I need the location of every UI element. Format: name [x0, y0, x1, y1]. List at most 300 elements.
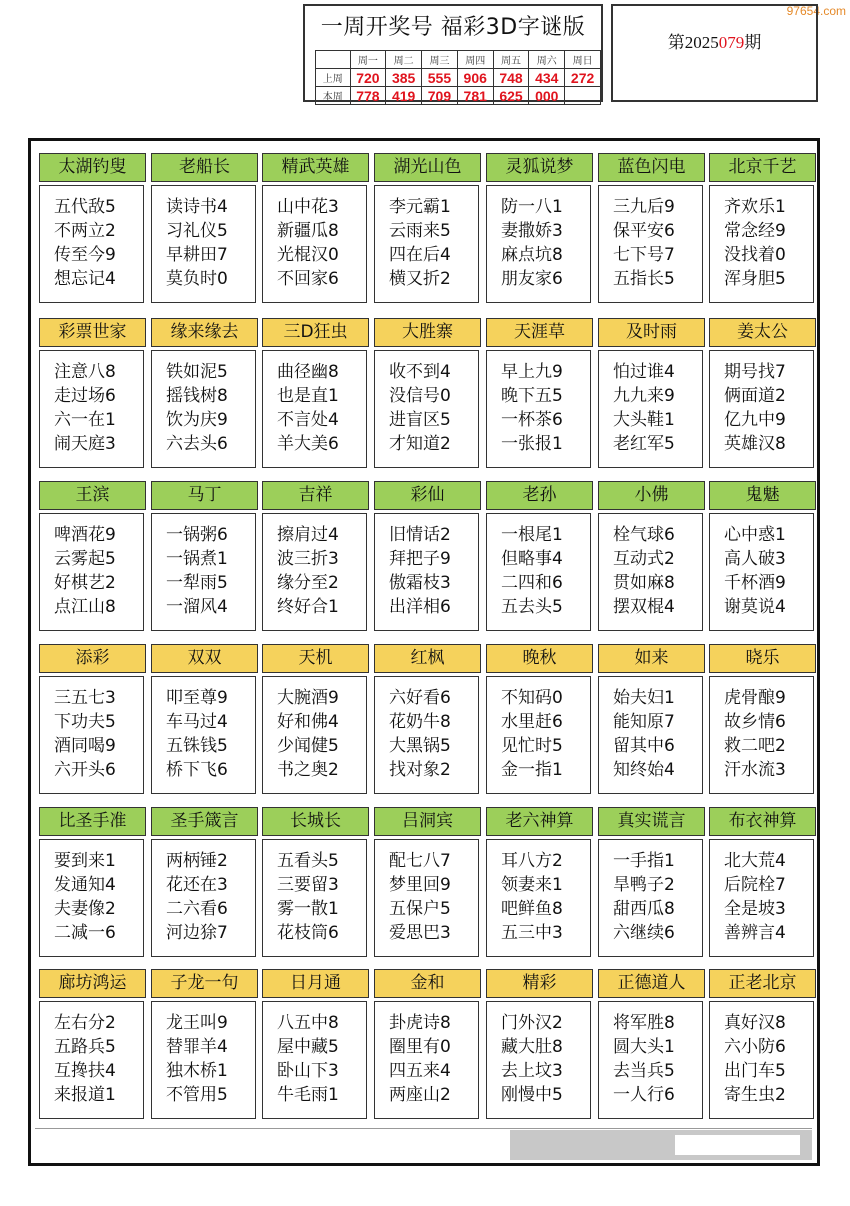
riddle-lines — [486, 1001, 591, 1119]
riddle-line: 羊大美6 — [277, 434, 339, 454]
author-name: 双双 — [151, 644, 258, 673]
riddle-cell — [598, 481, 705, 631]
draw-number: 555 — [422, 69, 458, 87]
riddle-line: 老红军5 — [613, 434, 675, 454]
riddle-cell — [151, 153, 258, 303]
riddle-line: 叩至尊9 — [166, 688, 228, 708]
riddle-lines — [374, 185, 479, 303]
riddle-cell — [598, 318, 705, 468]
riddle-line: 点江山8 — [54, 597, 116, 617]
riddle-lines — [262, 350, 367, 468]
author-name: 正德道人 — [598, 969, 705, 998]
riddle-line: 山中花3 — [277, 197, 339, 217]
author-name: 缘来缘去 — [151, 318, 258, 347]
author-name: 湖光山色 — [374, 153, 481, 182]
riddle-lines — [39, 839, 144, 957]
riddle-lines — [709, 350, 814, 468]
riddle-line: 故乡情6 — [724, 712, 786, 732]
author-name: 晓乐 — [709, 644, 816, 673]
day-header: 周二 — [386, 51, 422, 69]
riddle-line: 莫负时0 — [166, 269, 228, 289]
riddle-line: 出洋相6 — [389, 597, 451, 617]
author-name: 添彩 — [39, 644, 146, 673]
riddle-line: 耳八方2 — [501, 851, 563, 871]
riddle-line: 桥下飞6 — [166, 760, 228, 780]
riddle-line: 九九来9 — [613, 386, 675, 406]
riddle-line: 牛毛雨1 — [277, 1085, 339, 1105]
weekly-results-panel — [303, 4, 603, 102]
draw-number: 720 — [350, 69, 386, 87]
riddle-line: 配七八7 — [389, 851, 451, 871]
riddle-cell — [262, 481, 369, 631]
author-name: 老船长 — [151, 153, 258, 182]
riddle-line: 五看头5 — [277, 851, 339, 871]
author-name: 如来 — [598, 644, 705, 673]
riddle-line: 见忙时5 — [501, 736, 563, 756]
riddle-line: 梦里回9 — [389, 875, 451, 895]
day-header: 周五 — [493, 51, 529, 69]
riddle-line: 一手指1 — [613, 851, 675, 871]
draw-number: 000 — [529, 87, 565, 105]
author-name: 小佛 — [598, 481, 705, 510]
riddle-line: 光棍汉0 — [277, 245, 339, 265]
draw-number: 781 — [457, 87, 493, 105]
riddle-line: 也是直1 — [277, 386, 339, 406]
riddle-lines — [151, 185, 256, 303]
author-name: 吉祥 — [262, 481, 369, 510]
author-name: 长城长 — [262, 807, 369, 836]
riddle-line: 英雄汉8 — [724, 434, 786, 454]
riddle-cell — [486, 153, 593, 303]
riddle-line: 擦肩过4 — [277, 525, 339, 545]
riddle-line: 高人破3 — [724, 549, 786, 569]
riddle-line: 走过场6 — [54, 386, 116, 406]
riddle-line: 注意八8 — [54, 362, 116, 382]
riddle-line: 花枝筒6 — [277, 923, 339, 943]
riddle-lines — [598, 185, 703, 303]
riddle-line: 门外汉2 — [501, 1013, 563, 1033]
riddle-line: 读诗书4 — [166, 197, 228, 217]
riddle-line: 一人行6 — [613, 1085, 675, 1105]
riddle-line: 能知原7 — [613, 712, 675, 732]
riddle-lines — [39, 676, 144, 794]
riddle-lines — [39, 513, 144, 631]
riddle-line: 夫妻像2 — [54, 899, 116, 919]
riddle-line: 想忘记4 — [54, 269, 116, 289]
author-name: 太湖钓叟 — [39, 153, 146, 182]
riddle-cell — [486, 481, 593, 631]
riddle-line: 河边狳7 — [166, 923, 228, 943]
riddle-cell — [262, 153, 369, 303]
riddle-line: 互搀扶4 — [54, 1061, 116, 1081]
riddle-lines — [374, 1001, 479, 1119]
riddle-cell — [151, 318, 258, 468]
draw-number: 906 — [457, 69, 493, 87]
riddle-line: 习礼仪5 — [166, 221, 228, 241]
riddle-cell — [709, 644, 816, 794]
riddle-line: 救二吧2 — [724, 736, 786, 756]
riddle-line: 七下号7 — [613, 245, 675, 265]
row-label: 上周 — [316, 69, 351, 87]
riddle-line: 独木桥1 — [166, 1061, 228, 1081]
riddle-line: 摇钱树8 — [166, 386, 228, 406]
author-name: 日月通 — [262, 969, 369, 998]
author-name: 比圣手准 — [39, 807, 146, 836]
riddle-line: 始夫妇1 — [613, 688, 675, 708]
draw-number: 385 — [386, 69, 422, 87]
riddle-line: 收不到4 — [389, 362, 451, 382]
riddle-line: 一锅粥6 — [166, 525, 228, 545]
riddle-line: 保平安6 — [613, 221, 675, 241]
riddle-cell — [709, 807, 816, 957]
riddle-line: 栓气球6 — [613, 525, 675, 545]
author-name: 精武英雄 — [262, 153, 369, 182]
riddle-cell — [39, 153, 146, 303]
author-name: 彩仙 — [374, 481, 481, 510]
riddle-line: 要到来1 — [54, 851, 116, 871]
riddle-line: 六继续6 — [613, 923, 675, 943]
riddle-line: 北大荒4 — [724, 851, 786, 871]
riddle-lines — [39, 1001, 144, 1119]
corner-cell — [316, 51, 351, 69]
riddle-line: 麻点坑8 — [501, 245, 563, 265]
author-name: 蓝色闪电 — [598, 153, 705, 182]
riddle-line: 全是坡3 — [724, 899, 786, 919]
riddle-cell — [151, 969, 258, 1119]
riddle-line: 好棋艺2 — [54, 573, 116, 593]
day-header: 周一 — [350, 51, 386, 69]
draw-number: 625 — [493, 87, 529, 105]
riddle-line: 千杯酒9 — [724, 573, 786, 593]
riddle-line: 大头鞋1 — [613, 410, 675, 430]
author-name: 及时雨 — [598, 318, 705, 347]
riddle-cell — [486, 644, 593, 794]
riddle-cell — [151, 807, 258, 957]
riddle-line: 好和佛4 — [277, 712, 339, 732]
riddle-cell — [486, 969, 593, 1119]
riddle-cell — [39, 481, 146, 631]
draw-number: 778 — [350, 87, 386, 105]
riddle-lines — [709, 1001, 814, 1119]
weekly-results-table — [315, 50, 601, 105]
riddle-lines — [486, 350, 591, 468]
row-label: 本周 — [316, 87, 351, 105]
riddle-line: 水里赶6 — [501, 712, 563, 732]
riddle-line: 圈里有0 — [389, 1037, 451, 1057]
riddle-line: 藏大肚8 — [501, 1037, 563, 1057]
riddle-cell — [374, 153, 481, 303]
riddle-line: 闹天庭3 — [54, 434, 116, 454]
riddle-lines — [262, 513, 367, 631]
riddle-line: 来报道1 — [54, 1085, 116, 1105]
riddle-line: 传至今9 — [54, 245, 116, 265]
riddle-line: 书之奥2 — [277, 760, 339, 780]
riddle-cell — [709, 153, 816, 303]
riddle-line: 拜把子9 — [389, 549, 451, 569]
riddle-lines — [262, 1001, 367, 1119]
riddle-line: 左右分2 — [54, 1013, 116, 1033]
author-name: 布衣神算 — [709, 807, 816, 836]
riddle-line: 五铢钱5 — [166, 736, 228, 756]
riddle-cell — [39, 807, 146, 957]
issue-year: 2025 — [684, 33, 719, 52]
riddle-line: 云雾起5 — [54, 549, 116, 569]
riddle-line: 八五中8 — [277, 1013, 339, 1033]
riddle-line: 后院栓7 — [724, 875, 786, 895]
author-name: 子龙一句 — [151, 969, 258, 998]
riddle-line: 齐欢乐1 — [724, 197, 786, 217]
draw-number: 272 — [565, 69, 601, 87]
riddle-cell — [486, 318, 593, 468]
riddle-line: 真好汉8 — [724, 1013, 786, 1033]
riddle-lines — [262, 839, 367, 957]
author-name: 大胜寨 — [374, 318, 481, 347]
riddle-line: 不两立2 — [54, 221, 116, 241]
riddle-line: 五指长5 — [613, 269, 675, 289]
riddle-line: 进盲区5 — [389, 410, 451, 430]
riddle-line: 车马过4 — [166, 712, 228, 732]
riddle-cell — [374, 807, 481, 957]
draw-number: 434 — [529, 69, 565, 87]
riddle-line: 大黑锅5 — [389, 736, 451, 756]
riddle-line: 四五来4 — [389, 1061, 451, 1081]
riddle-grid — [28, 138, 820, 1166]
riddle-lines — [39, 185, 144, 303]
riddle-line: 雾一散1 — [277, 899, 339, 919]
footer-blank-box — [675, 1135, 800, 1155]
draw-number: 419 — [386, 87, 422, 105]
riddle-lines — [598, 1001, 703, 1119]
riddle-line: 防一八1 — [501, 197, 563, 217]
riddle-line: 发通知4 — [54, 875, 116, 895]
riddle-lines — [374, 513, 479, 631]
riddle-line: 互动式2 — [613, 549, 675, 569]
riddle-line: 善辨言4 — [724, 923, 786, 943]
riddle-line: 啤酒花9 — [54, 525, 116, 545]
author-name: 圣手箴言 — [151, 807, 258, 836]
riddle-line: 五去头5 — [501, 597, 563, 617]
riddle-line: 不言处4 — [277, 410, 339, 430]
riddle-line: 心中惑1 — [724, 525, 786, 545]
riddle-line: 屋中藏5 — [277, 1037, 339, 1057]
author-name: 马丁 — [151, 481, 258, 510]
riddle-lines — [709, 513, 814, 631]
riddle-lines — [598, 676, 703, 794]
riddle-line: 寄生虫2 — [724, 1085, 786, 1105]
riddle-line: 大腕酒9 — [277, 688, 339, 708]
riddle-cell — [262, 807, 369, 957]
day-header: 周四 — [457, 51, 493, 69]
riddle-line: 五路兵5 — [54, 1037, 116, 1057]
author-name: 彩票世家 — [39, 318, 146, 347]
riddle-cell — [374, 318, 481, 468]
draw-number: 709 — [422, 87, 458, 105]
riddle-cell — [598, 644, 705, 794]
author-name: 吕洞宾 — [374, 807, 481, 836]
riddle-cell — [151, 644, 258, 794]
riddle-line: 傲霜枝3 — [389, 573, 451, 593]
day-header: 周三 — [422, 51, 458, 69]
riddle-cell — [709, 481, 816, 631]
riddle-lines — [262, 676, 367, 794]
riddle-line: 爱思巴3 — [389, 923, 451, 943]
day-header: 周六 — [529, 51, 565, 69]
riddle-cell — [262, 644, 369, 794]
riddle-line: 不管用5 — [166, 1085, 228, 1105]
riddle-line: 虎骨酿9 — [724, 688, 786, 708]
riddle-line: 谢莫说4 — [724, 597, 786, 617]
riddle-cell — [374, 969, 481, 1119]
riddle-cell — [486, 807, 593, 957]
riddle-line: 一张报1 — [501, 434, 563, 454]
riddle-lines — [709, 185, 814, 303]
riddle-line: 才知道2 — [389, 434, 451, 454]
riddle-lines — [486, 676, 591, 794]
riddle-line: 一溜风4 — [166, 597, 228, 617]
riddle-lines — [709, 676, 814, 794]
riddle-line: 摆双棍4 — [613, 597, 675, 617]
riddle-line: 一根尾1 — [501, 525, 563, 545]
issue-suffix: 期 — [744, 33, 762, 52]
riddle-line: 两座山2 — [389, 1085, 451, 1105]
riddle-line: 圆大头1 — [613, 1037, 675, 1057]
riddle-line: 刚慢中5 — [501, 1085, 563, 1105]
riddle-line: 知终始4 — [613, 760, 675, 780]
riddle-line: 早上九9 — [501, 362, 563, 382]
riddle-line: 横又折2 — [389, 269, 451, 289]
day-header-row — [316, 51, 601, 69]
riddle-line: 二减一6 — [54, 923, 116, 943]
riddle-lines — [486, 185, 591, 303]
this-week-row — [316, 87, 601, 105]
author-name: 天机 — [262, 644, 369, 673]
riddle-line: 新疆瓜8 — [277, 221, 339, 241]
riddle-line: 去上坟3 — [501, 1061, 563, 1081]
riddle-line: 甜西瓜8 — [613, 899, 675, 919]
riddle-lines — [151, 513, 256, 631]
riddle-lines — [486, 513, 591, 631]
riddle-line: 金一指1 — [501, 760, 563, 780]
riddle-line: 不知码0 — [501, 688, 563, 708]
riddle-lines — [151, 839, 256, 957]
riddle-line: 少闻健5 — [277, 736, 339, 756]
riddle-line: 六小防6 — [724, 1037, 786, 1057]
riddle-lines — [598, 839, 703, 957]
author-name: 红枫 — [374, 644, 481, 673]
author-name: 老六神算 — [486, 807, 593, 836]
riddle-lines — [709, 839, 814, 957]
author-name: 三D狂虫 — [262, 318, 369, 347]
site-watermark: 97654.com — [786, 4, 846, 18]
author-name: 金和 — [374, 969, 481, 998]
riddle-line: 两柄锤2 — [166, 851, 228, 871]
riddle-line: 但略事4 — [501, 549, 563, 569]
riddle-cell — [374, 481, 481, 631]
riddle-line: 一犁雨5 — [166, 573, 228, 593]
riddle-line: 不回家6 — [277, 269, 339, 289]
last-week-row — [316, 69, 601, 87]
riddle-line: 缘分至2 — [277, 573, 339, 593]
riddle-line: 二六看6 — [166, 899, 228, 919]
issue-number: 079 — [718, 33, 745, 52]
riddle-line: 留其中6 — [613, 736, 675, 756]
riddle-line: 花奶牛8 — [389, 712, 451, 732]
riddle-line: 常念经9 — [724, 221, 786, 241]
draw-number: 748 — [493, 69, 529, 87]
riddle-cell — [39, 969, 146, 1119]
author-name: 精彩 — [486, 969, 593, 998]
riddle-line: 怕过谁4 — [613, 362, 675, 382]
riddle-lines — [374, 676, 479, 794]
riddle-line: 饮为庆9 — [166, 410, 228, 430]
author-name: 姜太公 — [709, 318, 816, 347]
riddle-line: 妻撒娇3 — [501, 221, 563, 241]
riddle-line: 六一在1 — [54, 410, 116, 430]
riddle-line: 一杯茶6 — [501, 410, 563, 430]
riddle-line: 替罪羊4 — [166, 1037, 228, 1057]
riddle-line: 五代敌5 — [54, 197, 116, 217]
riddle-line: 浑身胆5 — [724, 269, 786, 289]
riddle-line: 酒同喝9 — [54, 736, 116, 756]
riddle-line: 出门车5 — [724, 1061, 786, 1081]
riddle-lines — [486, 839, 591, 957]
riddle-cell — [262, 318, 369, 468]
riddle-line: 俩面道2 — [724, 386, 786, 406]
riddle-line: 汗水流3 — [724, 760, 786, 780]
panel-title: 一周开奖号 福彩3D字谜版 — [320, 15, 586, 40]
riddle-line: 去当兵5 — [613, 1061, 675, 1081]
riddle-line: 没找着0 — [724, 245, 786, 265]
riddle-line: 晚下五5 — [501, 386, 563, 406]
riddle-line: 早耕田7 — [166, 245, 228, 265]
riddle-line: 将军胜8 — [613, 1013, 675, 1033]
riddle-line: 贯如麻8 — [613, 573, 675, 593]
riddle-line: 六好看6 — [389, 688, 451, 708]
riddle-lines — [374, 839, 479, 957]
riddle-line: 李元霸1 — [389, 197, 451, 217]
riddle-line: 三要留3 — [277, 875, 339, 895]
riddle-line: 卧山下3 — [277, 1061, 339, 1081]
riddle-cell — [151, 481, 258, 631]
riddle-line: 找对象2 — [389, 760, 451, 780]
riddle-line: 没信号0 — [389, 386, 451, 406]
riddle-line: 花还在3 — [166, 875, 228, 895]
author-name: 天涯草 — [486, 318, 593, 347]
day-header: 周日 — [565, 51, 601, 69]
riddle-line: 朋友家6 — [501, 269, 563, 289]
riddle-line: 一锅煮1 — [166, 549, 228, 569]
draw-number — [565, 87, 601, 105]
riddle-line: 三九后9 — [613, 197, 675, 217]
author-name: 王滨 — [39, 481, 146, 510]
author-name: 老孙 — [486, 481, 593, 510]
riddle-lines — [262, 185, 367, 303]
author-name: 灵狐说梦 — [486, 153, 593, 182]
riddle-line: 卦虎诗8 — [389, 1013, 451, 1033]
author-name: 晚秋 — [486, 644, 593, 673]
riddle-line: 曲径幽8 — [277, 362, 339, 382]
author-name: 真实谎言 — [598, 807, 705, 836]
issue-prefix: 第 — [667, 33, 685, 52]
riddle-cell — [374, 644, 481, 794]
riddle-line: 云雨来5 — [389, 221, 451, 241]
riddle-line: 三五七3 — [54, 688, 116, 708]
riddle-line: 六去头6 — [166, 434, 228, 454]
riddle-line: 旧情话2 — [389, 525, 451, 545]
riddle-line: 二四和6 — [501, 573, 563, 593]
riddle-lines — [374, 350, 479, 468]
riddle-lines — [598, 513, 703, 631]
